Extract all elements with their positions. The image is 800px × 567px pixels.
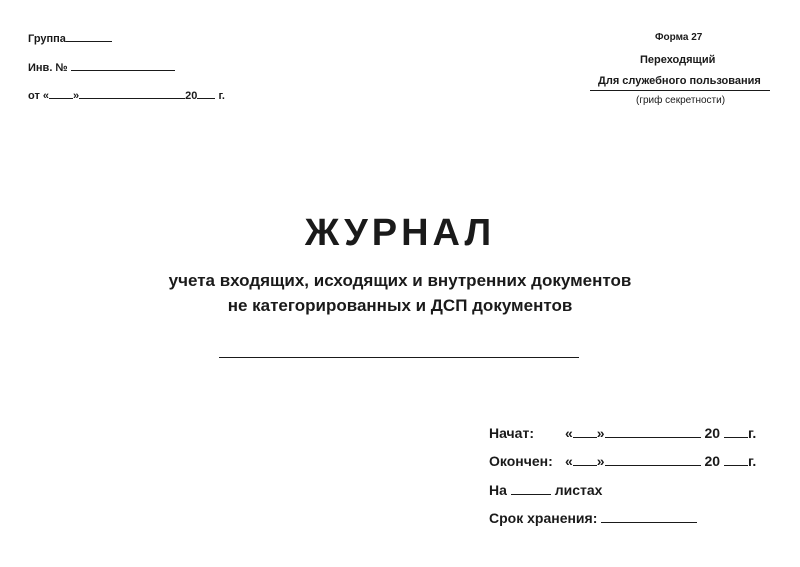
storage-field xyxy=(489,510,697,526)
classification-line xyxy=(590,90,770,91)
date-year-blank[interactable] xyxy=(197,97,215,99)
classification-caption: (гриф секретности) xyxy=(636,95,726,106)
date-year: 20 xyxy=(185,90,198,102)
inventory-field xyxy=(28,62,175,74)
started-date-field xyxy=(565,425,756,441)
date-field xyxy=(28,90,225,102)
ended-close-quote: » xyxy=(596,453,605,469)
sheets-field xyxy=(489,482,602,498)
inventory-blank[interactable] xyxy=(71,69,175,71)
started-year-suffix: г. xyxy=(747,425,757,441)
group-field xyxy=(28,33,112,45)
group-blank[interactable] xyxy=(66,40,112,42)
journal-subtitle-line-1: учета входящих, исходящих и внутренних документов xyxy=(168,271,632,290)
started-label: Начат: xyxy=(489,425,534,441)
organization-blank[interactable] xyxy=(219,357,579,358)
journal-subtitle-line-2: не категорированных и ДСП документов xyxy=(227,296,573,315)
inventory-label: Инв. № xyxy=(28,62,68,74)
sheets-prefix: На xyxy=(489,482,507,498)
ended-year: 20 xyxy=(704,453,721,469)
ended-year-suffix: г. xyxy=(747,453,757,469)
group-label: Группа xyxy=(28,33,66,45)
started-close-quote: » xyxy=(596,425,605,441)
sheets-suffix: листах xyxy=(554,482,603,498)
started-year: 20 xyxy=(704,425,721,441)
ended-day-blank[interactable] xyxy=(573,464,597,466)
form-number: Форма 27 xyxy=(655,32,703,43)
date-prefix: от « xyxy=(28,90,50,102)
transitional-label: Переходящий xyxy=(640,54,716,66)
started-day-blank[interactable] xyxy=(573,436,597,438)
storage-label: Срок хранения: xyxy=(489,510,598,526)
date-day-blank[interactable] xyxy=(49,97,73,99)
storage-blank[interactable] xyxy=(601,521,697,523)
date-month-blank[interactable] xyxy=(79,97,185,99)
started-year-blank[interactable] xyxy=(724,436,748,438)
started-month-blank[interactable] xyxy=(605,436,701,438)
journal-title: ЖУРНАЛ xyxy=(304,212,496,254)
ended-date-field xyxy=(565,453,756,469)
ended-open-quote: « xyxy=(565,453,573,469)
date-mid: » xyxy=(73,90,80,102)
started-open-quote: « xyxy=(565,425,573,441)
ended-year-blank[interactable] xyxy=(724,464,748,466)
ended-month-blank[interactable] xyxy=(605,464,701,466)
sheets-count-blank[interactable] xyxy=(511,493,551,495)
classification-value: Для служебного пользования xyxy=(598,75,761,87)
date-suffix: г. xyxy=(218,90,225,102)
ended-label: Окончен: xyxy=(489,453,553,469)
